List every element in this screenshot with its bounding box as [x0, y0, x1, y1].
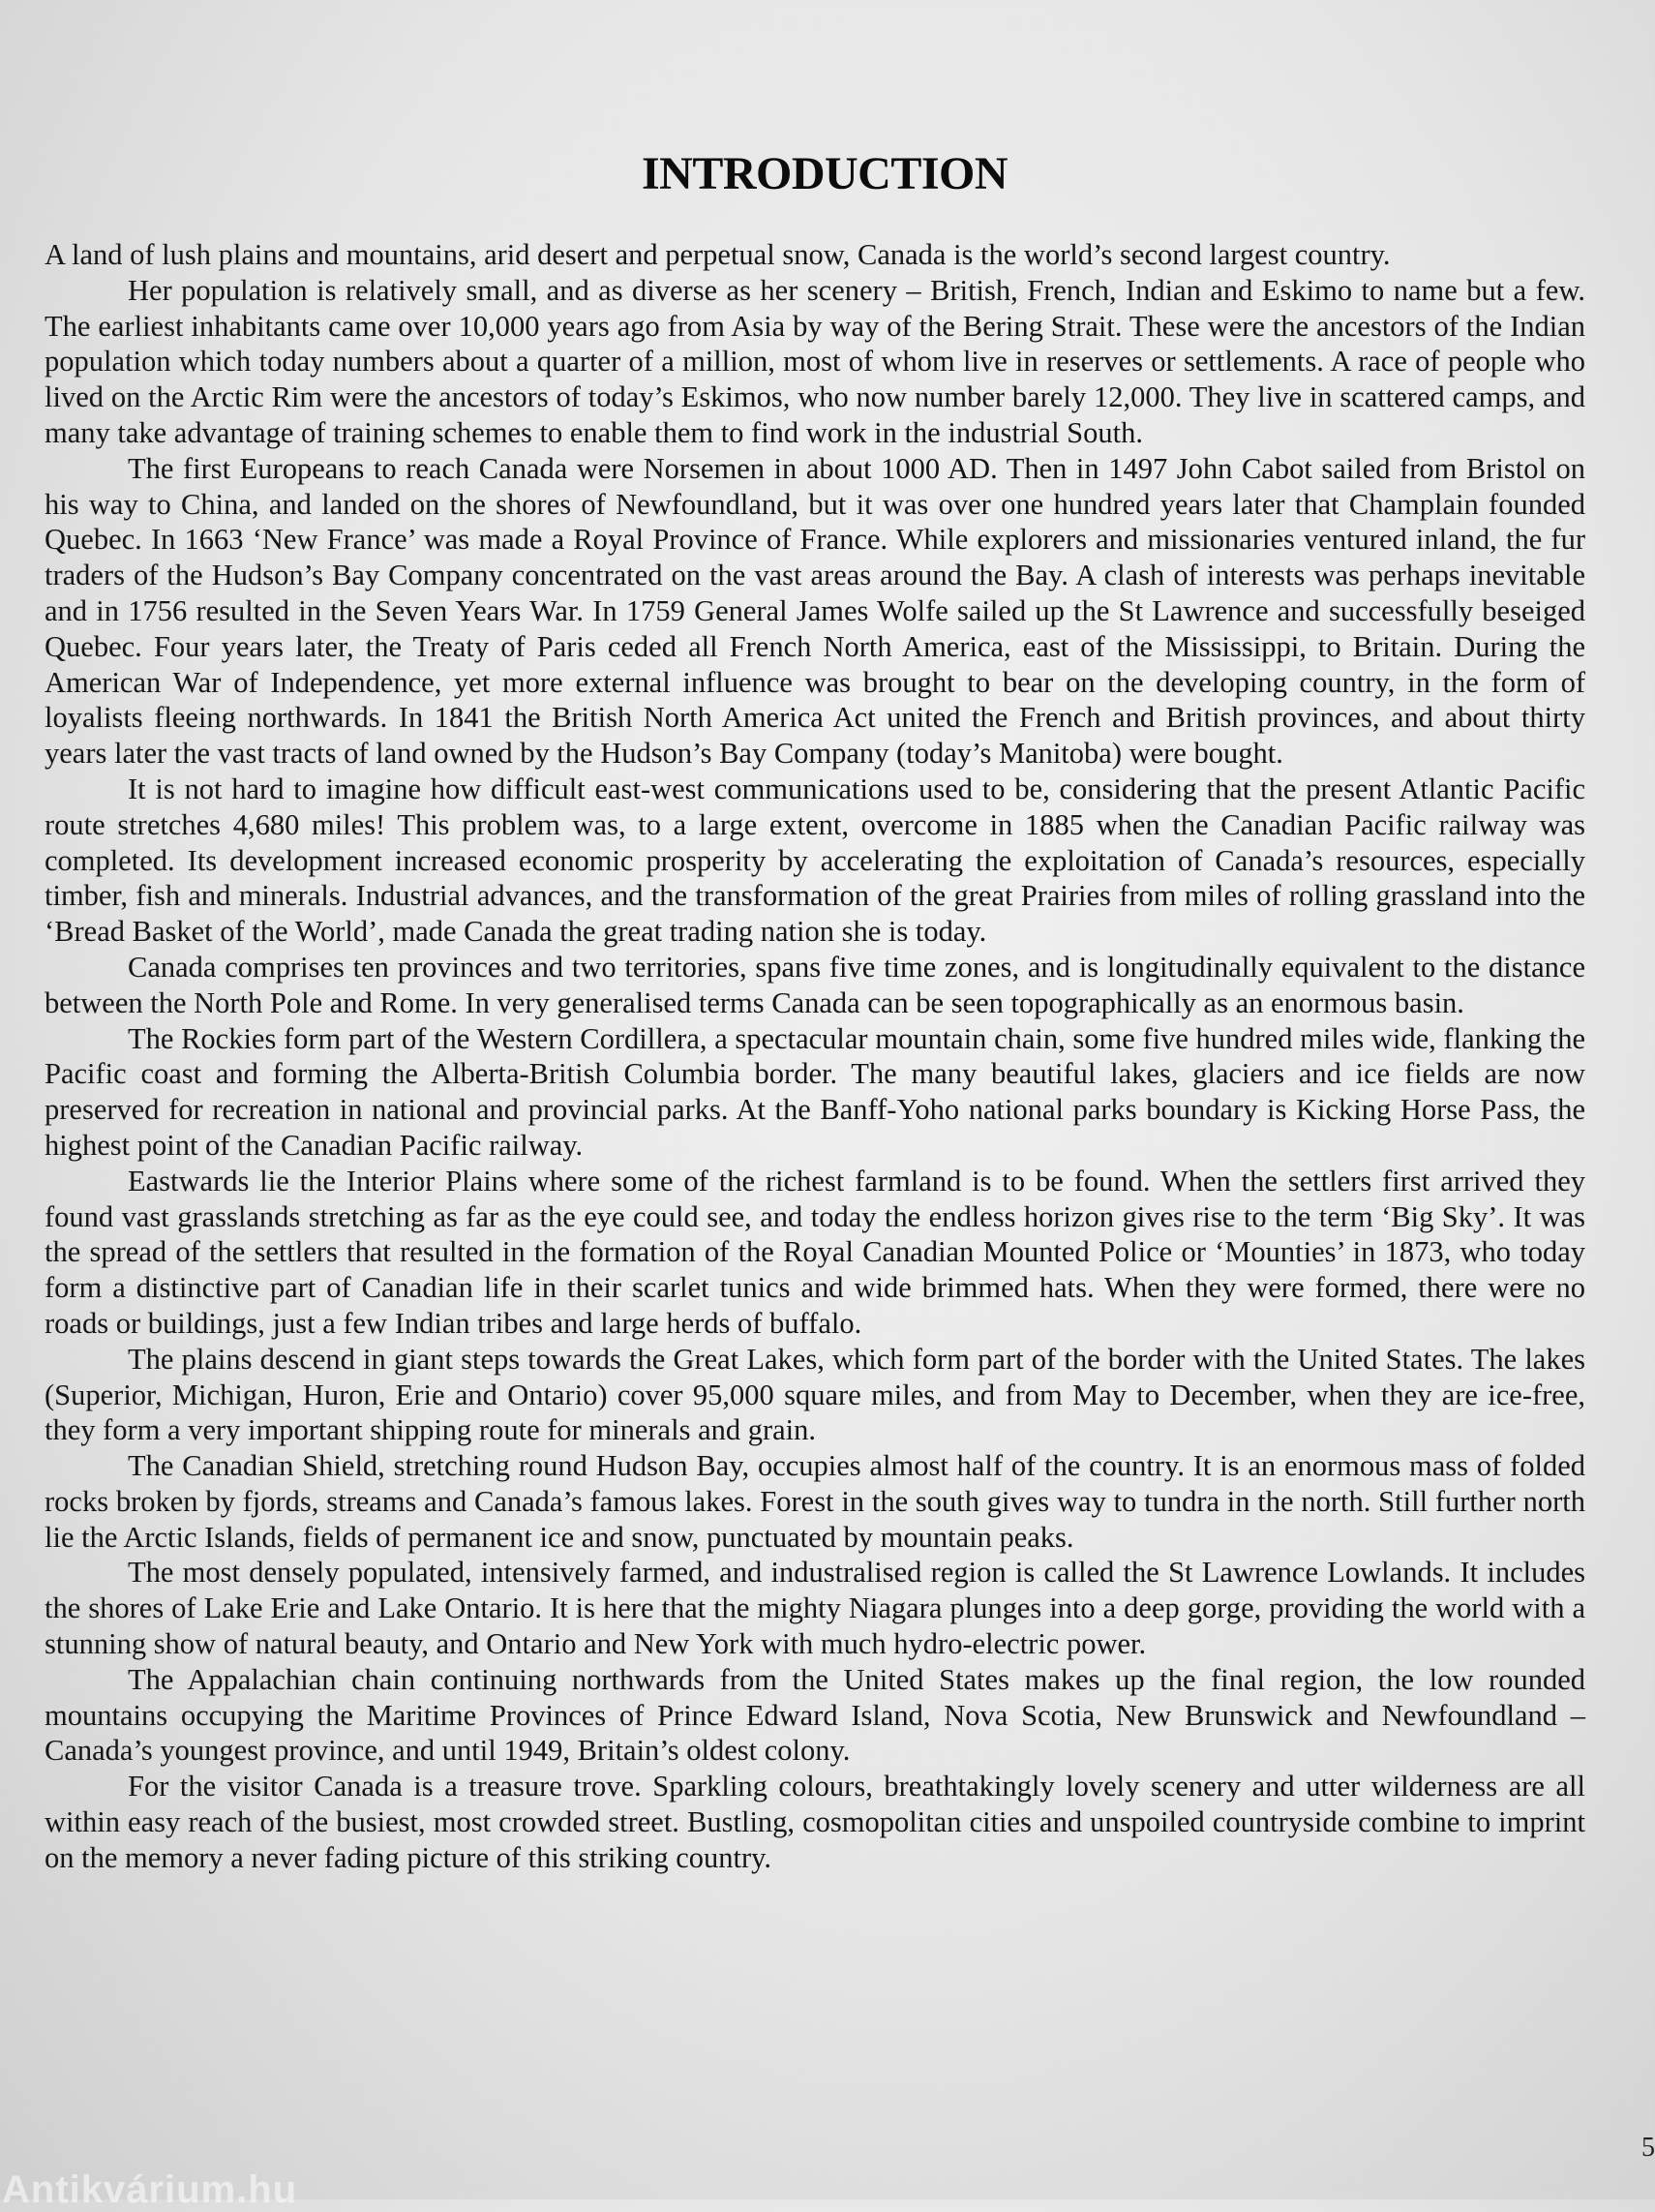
paragraph: The Rockies form part of the Western Cordillera, a spectacular mountain chain, some five hundred miles wide, flanking the Pacific coast and forming the Alberta-British Columbia border. The many beautiful lakes, glaciers and ice fields are now preserved for recreation in national and provincial parks. At the Banff-Yoho national parks boundary is Kicking Horse Pass, the highest point of the Canadian Pacific railway.: [45, 1021, 1585, 1162]
paragraph: Eastwards lie the Interior Plains where some of the richest farmland is to be found. When the settlers first arrived they found vast grasslands stretching as far as the eye could see, and today the endless horizon gives rise to the term ‘Big Sky’. It was the spread of the settlers that resulted in the formation of the Royal Canadian Mounted Police or ‘Mounties’ in 1873, who today form a distinctive part of Canadian life in their scarlet tunics and wide brimmed hats. When they were formed, there were no roads or buildings, just a few Indian tribes and large herds of buffalo.: [45, 1164, 1585, 1340]
paragraph: A land of lush plains and mountains, arid desert and perpetual snow, Canada is the world’s second largest country.: [45, 238, 1391, 271]
watermark: Antikvárium.hu: [2, 2168, 298, 2211]
paragraph: The plains descend in giant steps towards the Great Lakes, which form part of the border with the United States. The lakes (Superior, Michigan, Huron, Erie and Ontario) cover 95,000 square miles, and from May to December, when they are ice-free, they form a very important shipping route for minerals and grain.: [45, 1342, 1585, 1447]
paragraph: For the visitor Canada is a treasure trove. Sparkling colours, breathtakingly lovely scenery and utter wilderness are all within easy reach of the busiest, most crowded street. Bustling, cosmopolitan cities and unspoiled countryside combine to imprint on the memory a never fading picture of this striking country.: [45, 1770, 1585, 1874]
paragraph: The Appalachian chain continuing northwards from the United States makes up the final region, the low rounded mountains occupying the Maritime Provinces of Prince Edward Island, Nova Scotia, New Brunswick and Newfoundland – Canada’s youngest province, and until 1949, Britain’s oldest colony.: [45, 1662, 1585, 1768]
page-number: 5: [1641, 2133, 1655, 2163]
paragraph: Canada comprises ten provinces and two territories, spans five time zones, and is longitudinally equivalent to the distance between the North Pole and Rome. In very generalised terms Canada can be seen topographically as an enormous basin.: [45, 950, 1585, 1019]
paragraph: Her population is relatively small, and as diverse as her scenery – British, French, Indian and Eskimo to name but a few. The earliest inhabitants came over 10,000 years ago from Asia by way of the Bering Strait. These were the ancestors of the Indian population which today numbers about a quarter of a million, most of whom live in reserves or settlements. A race of people who lived on the Arctic Rim were the ancestors of today’s Eskimos, who now number barely 12,000. They live in scattered camps, and many take advantage of training schemes to enable them to find work in the industrial South.: [45, 273, 1585, 449]
paragraph: It is not hard to imagine how difficult east-west communications used to be, considering that the present Atlantic Pacific route stretches 4,680 miles! This problem was, to a large extent, overcome in 1885 when the Canadian Pacific railway was completed. Its development increased economic prosperity by accelerating the exploitation of Canada’s resources, especially timber, fish and minerals. Industrial advances, and the transformation of the great Prairies from miles of rolling grassland into the ‘Bread Basket of the World’, made Canada the great trading nation she is today.: [45, 772, 1585, 949]
paragraph: The first Europeans to reach Canada were Norsemen in about 1000 AD. Then in 1497 John Cabot sailed from Bristol on his way to China, and landed on the shores of Newfoundland, but it was over one hundred years later that Champlain founded Quebec. In 1663 ‘New France’ was made a Royal Province of France. While explorers and missionaries ventured inland, the fur traders of the Hudson’s Bay Company concentrated on the vast areas around the Bay. A clash of interests was perhaps inevitable and in 1756 resulted in the Seven Years War. In 1759 General James Wolfe sailed up the St Lawrence and successfully beseiged Quebec. Four years later, the Treaty of Paris ceded all French North America, east of the Mississippi, to Britain. During the American War of Independence, yet more external influence was brought to bear on the developing country, in the form of loyalists fleeing northwards. In 1841 the British North America Act united the French and British provinces, and about thirty years later the vast tracts of land owned by the Hudson’s Bay Company (today’s Manitoba) were bought.: [45, 451, 1585, 771]
paragraph: The Canadian Shield, stretching round Hudson Bay, occupies almost half of the country. It is an enormous mass of folded rocks broken by fjords, streams and Canada’s famous lakes. Forest in the south gives way to tundra in the north. Still further north lie the Arctic Islands, fields of permanent ice and snow, punctuated by mountain peaks.: [45, 1449, 1585, 1554]
paragraph: The most densely populated, intensively farmed, and industralised region is called the St Lawrence Lowlands. It includes the shores of Lake Erie and Lake Ontario. It is here that the mighty Niagara plunges into a deep gorge, providing the world with a stunning show of natural beauty, and Ontario and New York with much hydro-electric power.: [45, 1556, 1585, 1661]
body-text: [45, 237, 1585, 1876]
page-title: INTRODUCTION: [641, 148, 1008, 199]
